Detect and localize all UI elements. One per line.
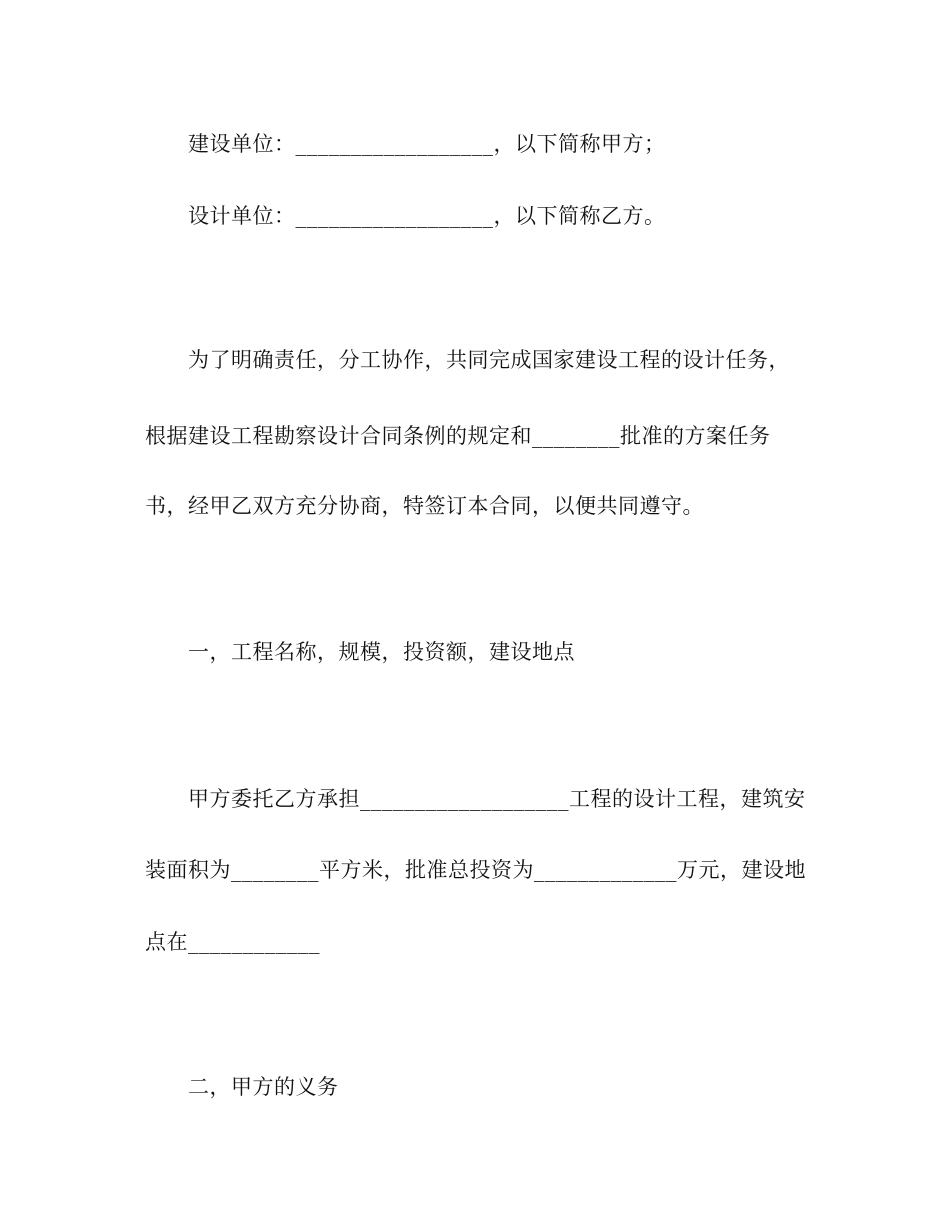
section-1-body-line-3: 点在____________: [145, 930, 320, 954]
preamble-line-3: 书，经甲乙双方充分协商，特签订本合同，以便共同遵守。: [145, 494, 704, 518]
section-1-body-line-2: 装面积为________平方米，批准总投资为_____________万元，建设地: [145, 858, 806, 882]
party-a-line: 建设单位：__________________，以下简称甲方；: [188, 132, 666, 156]
section-1-body-line-1: 甲方委托乙方承担___________________工程的设计工程，建筑安: [188, 787, 806, 811]
preamble-line-2: 根据建设工程勘察设计合同条例的规定和________批准的方案任务: [145, 424, 771, 448]
party-b-line: 设计单位：__________________，以下简称乙方。: [188, 204, 666, 228]
section-1-heading: 一，工程名称，规模，投资额，建设地点: [188, 640, 575, 664]
preamble-line-1: 为了明确责任，分工协作，共同完成国家建设工程的设计任务，: [188, 348, 790, 372]
section-2-heading: 二，甲方的义务: [188, 1075, 339, 1099]
